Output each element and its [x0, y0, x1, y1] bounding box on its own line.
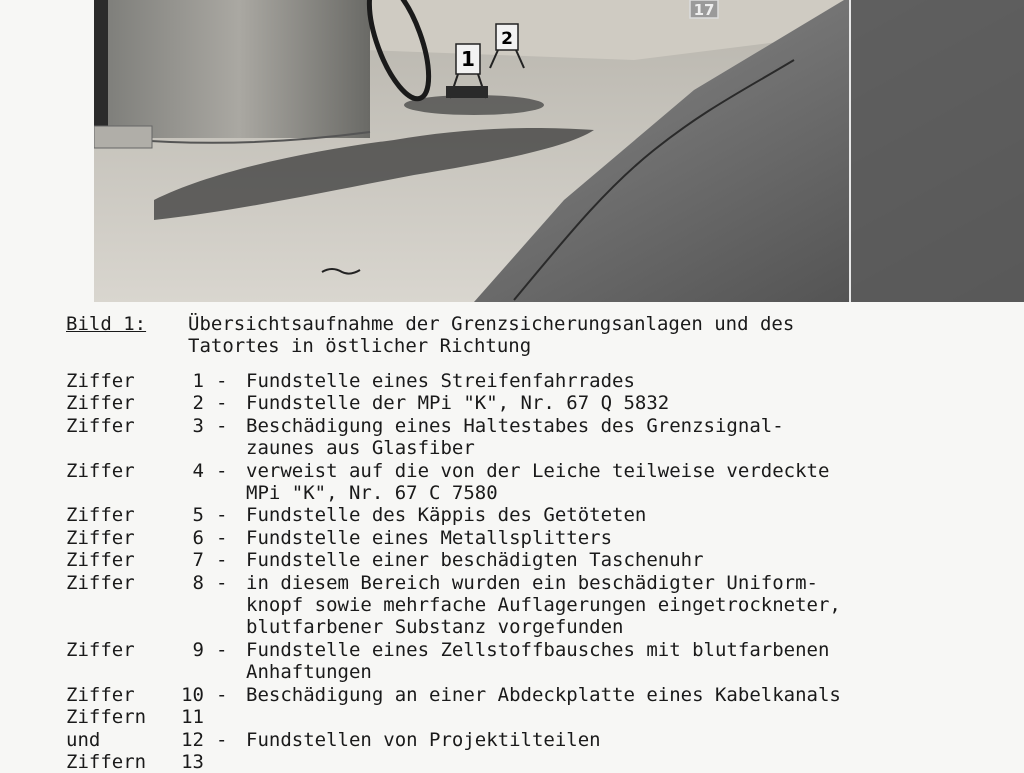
legend-item: [66, 549, 1016, 571]
legend-description-line: Fundstelle eines Zellstoffbausches mit blutfarbenen: [246, 638, 830, 661]
legend-number: 12: [181, 728, 204, 751]
concrete-pillar: [108, 0, 370, 138]
legend-dash: -: [216, 392, 228, 415]
legend-dash: -: [216, 414, 228, 437]
photo-drawing: [94, 0, 1024, 302]
legend-number: 9: [192, 638, 204, 661]
legend-description-line: Fundstelle einer beschädigten Taschenuhr: [246, 549, 704, 572]
legend-description-line: Fundstelle eines Streifenfahrrades: [246, 370, 635, 392]
legend-description-line: zaunes aus Glasfiber: [246, 437, 475, 460]
legend-description-line: Fundstelle der MPi "K", Nr. 67 Q 5832: [246, 392, 670, 415]
legend-item: [66, 684, 1016, 706]
legend-dash: -: [216, 549, 228, 572]
legend-item: [66, 504, 1016, 526]
legend-description-line: Anhaftungen: [246, 661, 372, 684]
legend-label: Ziffer: [66, 683, 135, 706]
legend-dash: -: [216, 571, 228, 594]
legend-dash: -: [216, 504, 228, 527]
legend-item: [66, 639, 1016, 684]
crime-scene-photo: [94, 0, 1024, 302]
legend-description: [246, 684, 1016, 706]
legend-number: 7: [192, 549, 204, 572]
legend-number: 11: [181, 706, 204, 729]
caption-line-2: Tatortes in östlicher Richtung: [188, 335, 532, 357]
legend-description: [246, 392, 1016, 414]
legend-item: [66, 751, 1016, 773]
legend-number: 8: [192, 571, 204, 594]
legend-description-line: knopf sowie mehrfache Auflagerungen eingetrockneter,: [246, 594, 841, 617]
legend-description: [246, 527, 1016, 549]
legend-description: [246, 751, 1016, 773]
caption-key: Bild 1:: [66, 313, 147, 335]
legend-description-line: MPi "K", Nr. 67 C 7580: [246, 482, 498, 505]
legend-item: [66, 527, 1016, 549]
legend-description-line: Fundstelle eines Metallsplitters: [246, 526, 613, 549]
legend-label: Ziffer: [66, 526, 135, 549]
legend-item: [66, 392, 1016, 414]
legend-description: [246, 572, 1016, 639]
legend-label: Ziffer: [66, 414, 135, 437]
legend-dash: -: [216, 728, 228, 751]
legend-label: und: [66, 728, 101, 751]
legend-label: Ziffer: [66, 571, 135, 594]
legend-dash: -: [216, 526, 228, 549]
legend-item: [66, 572, 1016, 639]
legend-label: Ziffer: [66, 549, 135, 572]
legend-number: 6: [192, 526, 204, 549]
legend-label: Ziffern: [66, 750, 147, 773]
legend-description: [246, 460, 1016, 505]
caption-line-1: Übersichtsaufnahme der Grenzsicherungsanlagen und des: [188, 313, 795, 335]
legend-description-line: verweist auf die von der Leiche teilweise verdeckte: [246, 459, 830, 482]
legend-description: [246, 639, 1016, 684]
legend-number: 1: [192, 370, 204, 392]
legend-label: Ziffer: [66, 504, 135, 527]
legend-item: [66, 706, 1016, 728]
legend-label: Ziffer: [66, 459, 135, 482]
legend-label: Ziffern: [66, 706, 147, 729]
frame-number: 17: [693, 1, 715, 19]
legend-number: 2: [192, 392, 204, 415]
pillar-shadow: [94, 0, 108, 140]
photo-caption: [66, 313, 1006, 357]
legend-number: 13: [181, 750, 204, 773]
legend-item: [66, 460, 1016, 505]
legend-number: 4: [192, 459, 204, 482]
legend-description-line: blutfarbener Substanz vorgefunden: [246, 616, 624, 639]
legend-description-line: Beschädigung an einer Abdeckplatte eines Kabelkanals: [246, 683, 841, 706]
marker-1-label: 1: [461, 47, 475, 71]
legend-description-line: Beschädigung eines Haltestabes des Grenzsignal-: [246, 414, 784, 437]
legend-item: [66, 415, 1016, 460]
legend-description: [246, 415, 1016, 460]
legend-item: [66, 729, 1016, 751]
legend-item: [66, 370, 1016, 392]
legend-dash: -: [216, 459, 228, 482]
legend-label: Ziffer: [66, 638, 135, 661]
legend-list: [66, 370, 1016, 773]
legend-description-line: in diesem Bereich wurden ein beschädigter Uniform-: [246, 571, 818, 594]
legend-dash: -: [216, 638, 228, 661]
legend-description: [246, 729, 1016, 751]
legend-dash: -: [216, 683, 228, 706]
legend-description-line: Fundstelle des Käppis des Getöteten: [246, 504, 647, 527]
legend-number: 3: [192, 414, 204, 437]
legend-number: 5: [192, 504, 204, 527]
legend-dash: -: [216, 370, 228, 392]
frame-number-box: [690, 0, 718, 19]
marker-2-label: 2: [501, 29, 513, 49]
legend-description: [246, 504, 1016, 526]
legend-description: [246, 706, 1016, 728]
legend-description-line: Fundstellen von Projektilteilen: [246, 728, 601, 751]
legend-label: Ziffer: [66, 370, 135, 392]
legend-label: Ziffer: [66, 392, 135, 415]
concrete-block: [94, 126, 152, 148]
legend-description: [246, 549, 1016, 571]
legend-number: 10: [181, 683, 204, 706]
photo-right-strip: [850, 0, 1024, 302]
legend-description: [246, 370, 1016, 392]
